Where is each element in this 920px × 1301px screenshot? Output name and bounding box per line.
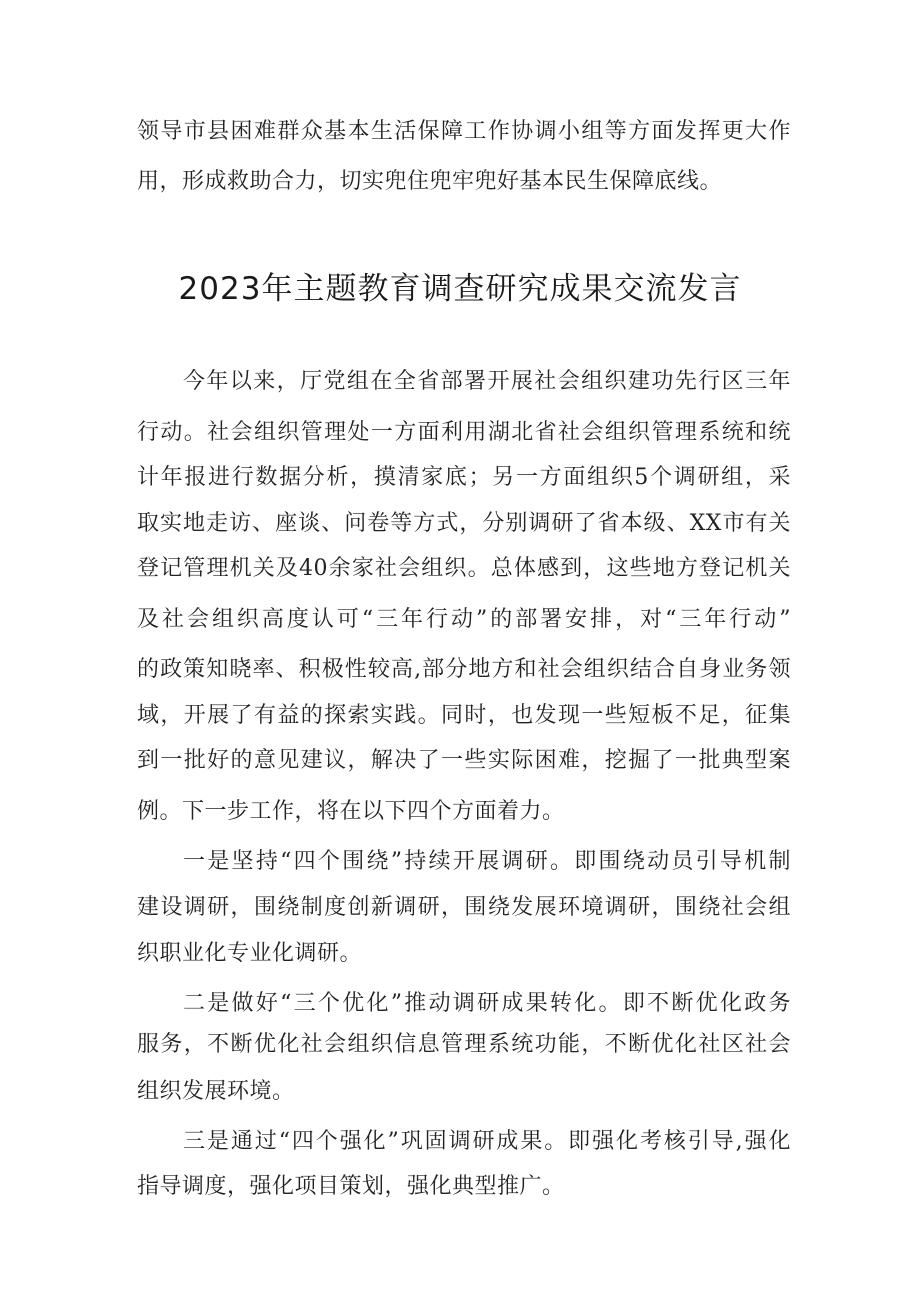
paragraph-line: 建设调研，围绕制度创新调研，围绕发展环境调研，围绕社会组 — [137, 895, 791, 920]
paragraph-line: 到一批好的意见建议，解决了一些实际困难，挖掘了一批典型案 — [137, 748, 791, 773]
paragraph-line: 一是坚持“四个围绕”持续开展调研。即围绕动员引导机制 — [183, 849, 791, 874]
intro-line: 领导市县困难群众基本生活保障工作协调小组等方面发挥更大作 — [137, 119, 791, 144]
paragraph-line: 织职业化专业化调研。 — [137, 941, 363, 966]
paragraph-line: 行动。社会组织管理处一方面利用湖北省社会组织管理系统和统 — [137, 420, 791, 445]
paragraph-line: 指导调度，强化项目策划，强化典型推广。 — [137, 1174, 565, 1199]
paragraph-line: 的政策知晓率、积极性较高,部分地方和社会组织结合自身业务领 — [137, 657, 791, 682]
paragraph-line: 及社会组织高度认可“三年行动”的部署安排，对“三年行动” — [137, 607, 791, 632]
paragraph-line: 组织发展环境。 — [137, 1079, 295, 1104]
intro-line: 用，形成救助合力，切实兜住兜牢兜好基本民生保障底线。 — [137, 169, 723, 194]
paragraph-line: 域，开展了有益的探索实践。同时，也发现一些短板不足，征集 — [137, 703, 791, 728]
document-title: 2023年主题教育调查研究成果交流发言 — [178, 271, 742, 307]
paragraph-line: 二是做好“三个优化”推动调研成果转化。即不断优化政务 — [183, 991, 791, 1016]
paragraph-line: 例。下一步工作，将在以下四个方面着力。 — [137, 799, 565, 824]
paragraph-line: 取实地走访、座谈、问卷等方式，分别调研了省本级、XX市有关 — [137, 511, 791, 536]
paragraph-line: 今年以来，厅党组在全省部署开展社会组织建功先行区三年 — [183, 369, 791, 394]
paragraph-line: 登记管理机关及40余家社会组织。总体感到，这些地方登记机关 — [137, 556, 791, 581]
paragraph-line: 服务，不断优化社会组织信息管理系统功能，不断优化社区社会 — [137, 1032, 791, 1057]
paragraph-line: 计年报进行数据分析，摸清家底；另一方面组织5个调研组，采 — [137, 465, 791, 490]
paragraph-line: 三是通过“四个强化”巩固调研成果。即强化考核引导,强化 — [183, 1129, 791, 1154]
